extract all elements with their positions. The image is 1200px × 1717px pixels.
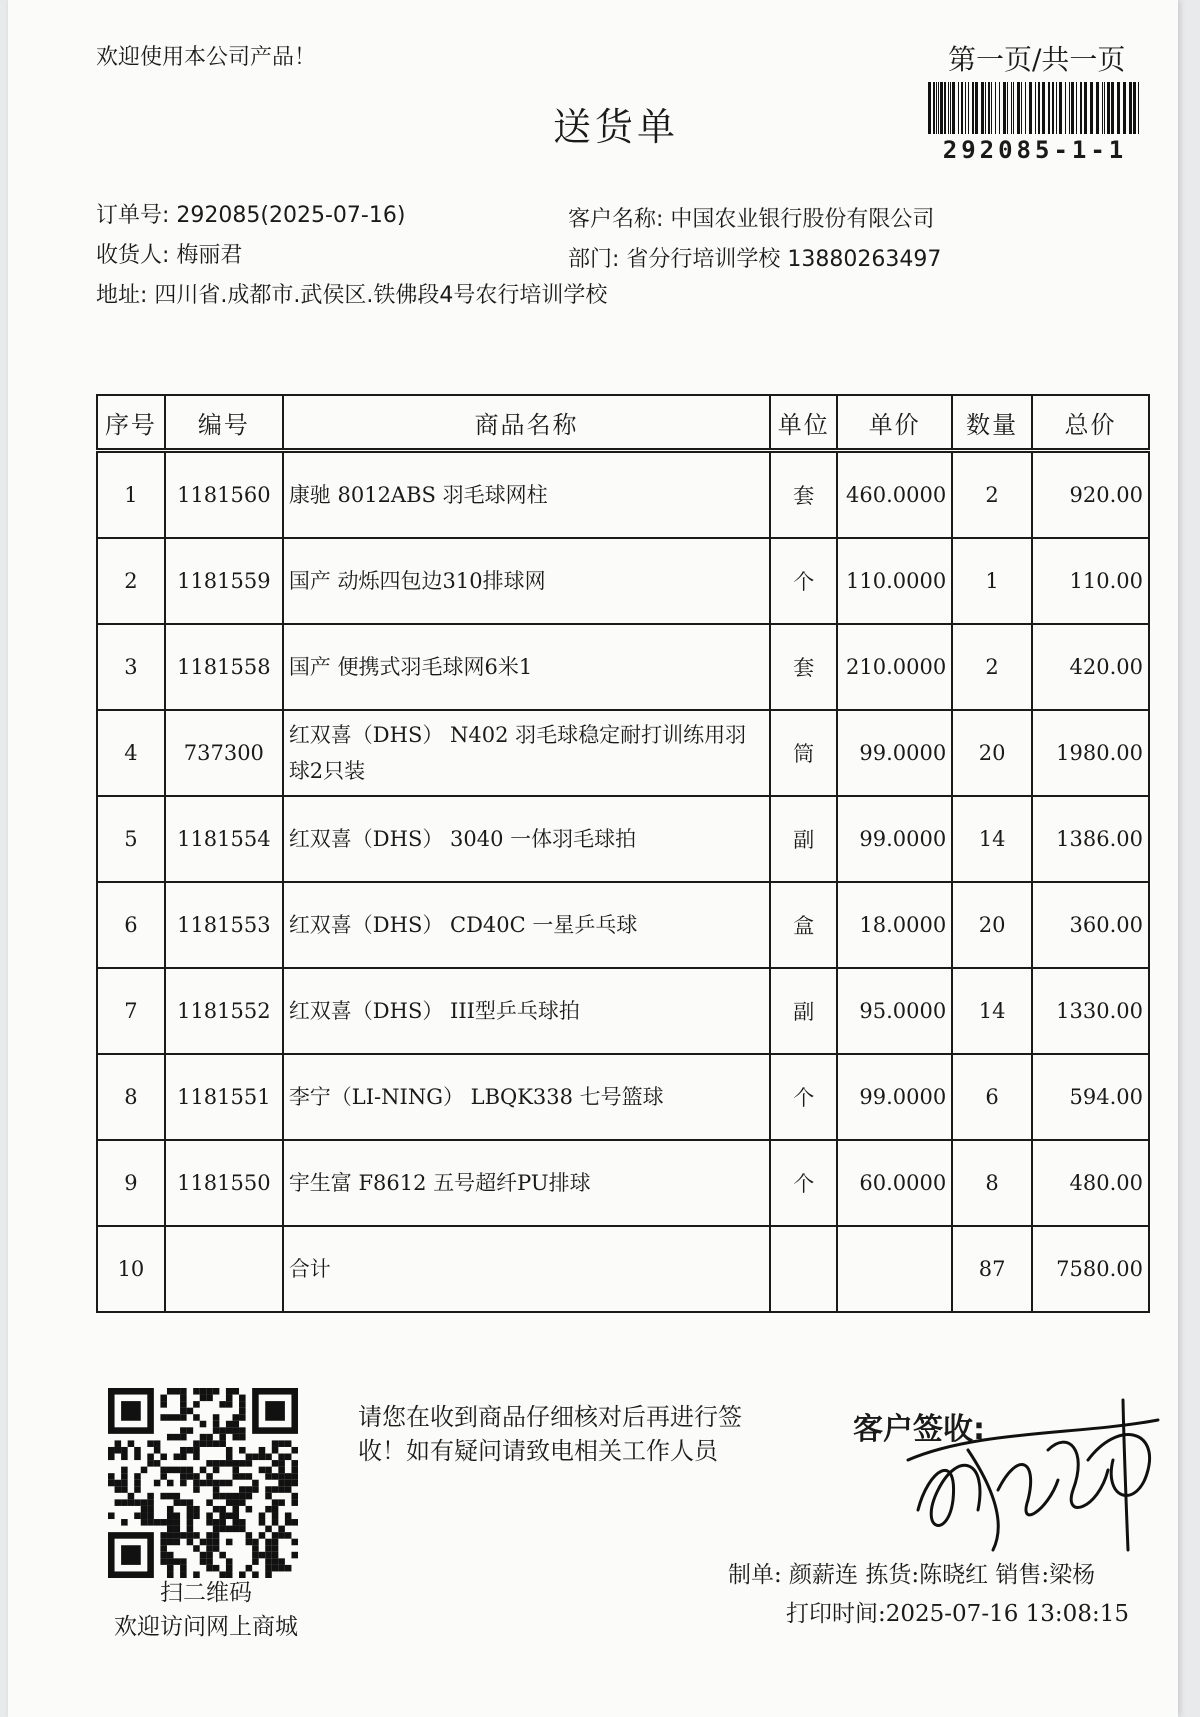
cell-product: 国产 便携式羽毛球网6米1 xyxy=(283,624,771,710)
header-seq: 序号 xyxy=(97,395,165,451)
cell-code: 1181554 xyxy=(165,796,283,882)
cell-code: 1181560 xyxy=(165,451,283,539)
cell-qty: 1 xyxy=(952,538,1032,624)
staff-line: 制单: 颜薪连 拣货:陈晓红 销售:梁杨 xyxy=(728,1562,1096,1588)
cell-price: 210.0000 xyxy=(837,624,952,710)
cell-total: 594.00 xyxy=(1032,1054,1149,1140)
cell-total: 110.00 xyxy=(1032,538,1149,624)
cell-seq: 4 xyxy=(97,710,165,796)
cell-seq: 3 xyxy=(97,624,165,710)
cell-unit: 副 xyxy=(770,796,837,882)
cell-unit: 个 xyxy=(770,1054,837,1140)
cell-total: 1980.00 xyxy=(1032,710,1149,796)
cell-qty: 20 xyxy=(952,710,1032,796)
address-value: 四川省.成都市.武侯区.铁佛段4号农行培训学校 xyxy=(154,283,608,308)
customer-value: 中国农业银行股份有限公司 xyxy=(670,207,935,232)
goods-table xyxy=(96,394,1150,1313)
cell-product: 宇生富 F8612 五号超纤PU排球 xyxy=(283,1140,771,1226)
cell-product: 红双喜（DHS） CD40C 一星乒乓球 xyxy=(283,882,771,968)
cell-seq: 5 xyxy=(97,796,165,882)
cell-seq: 9 xyxy=(97,1140,165,1226)
cell-unit: 套 xyxy=(770,624,837,710)
order-value: 292085(2025-07-16) xyxy=(176,203,406,228)
table-row xyxy=(97,796,1149,882)
cell-price: 18.0000 xyxy=(837,882,952,968)
cell-total: 360.00 xyxy=(1032,882,1149,968)
customer-sign-label: 客户签收: xyxy=(853,1412,985,1447)
table-row xyxy=(97,710,1149,796)
table-row xyxy=(97,1140,1149,1226)
cell-price: 95.0000 xyxy=(837,968,952,1054)
handwritten-signature xyxy=(898,1390,1168,1560)
cell-product: 李宁（LI-NING） LBQK338 七号篮球 xyxy=(283,1054,771,1140)
cell-unit: 副 xyxy=(770,968,837,1054)
cell-code xyxy=(165,1226,283,1312)
print-time: 打印时间:2025-07-16 13:08:15 xyxy=(786,1601,1129,1627)
cell-product: 红双喜（DHS） 3040 一体羽毛球拍 xyxy=(283,796,771,882)
header-total: 总价 xyxy=(1032,395,1149,451)
cell-product: 红双喜（DHS） III型乒乓球拍 xyxy=(283,968,771,1054)
dept-info xyxy=(568,242,941,273)
delivery-note-paper xyxy=(8,0,1178,1717)
page-indicator: 第一页/共一页 xyxy=(948,43,1126,76)
table-row xyxy=(97,1226,1149,1312)
table-row xyxy=(97,882,1149,968)
page-title: 送货单 xyxy=(553,105,680,149)
cell-qty: 8 xyxy=(952,1140,1032,1226)
cell-total: 420.00 xyxy=(1032,624,1149,710)
cell-code: 737300 xyxy=(165,710,283,796)
cell-price: 99.0000 xyxy=(837,796,952,882)
cell-code: 1181550 xyxy=(165,1140,283,1226)
cell-code: 1181558 xyxy=(165,624,283,710)
address-info xyxy=(96,278,607,309)
cell-qty: 6 xyxy=(952,1054,1032,1140)
table-header-row xyxy=(97,395,1149,451)
check-notice: 请您在收到商品仔细核对后再进行签收！如有疑问请致电相关工作人员 xyxy=(358,1403,742,1465)
table-row xyxy=(97,1054,1149,1140)
cell-product: 红双喜（DHS） N402 羽毛球稳定耐打训练用羽球2只装 xyxy=(283,710,771,796)
cell-total: 1330.00 xyxy=(1032,968,1149,1054)
cell-seq: 6 xyxy=(97,882,165,968)
welcome-text: 欢迎使用本公司产品！ xyxy=(96,45,317,70)
table-row xyxy=(97,451,1149,539)
cell-code: 1181553 xyxy=(165,882,283,968)
header-qty: 数量 xyxy=(952,395,1032,451)
cell-code: 1181552 xyxy=(165,968,283,1054)
cell-total: 480.00 xyxy=(1032,1140,1149,1226)
table-row xyxy=(97,538,1149,624)
qr-caption-line1: 扫二维码 xyxy=(160,1580,252,1606)
qr-code-icon xyxy=(108,1388,298,1578)
cell-qty: 14 xyxy=(952,796,1032,882)
cell-qty: 87 xyxy=(952,1226,1032,1312)
cell-price: 99.0000 xyxy=(837,710,952,796)
cell-unit xyxy=(770,1226,837,1312)
cell-qty: 20 xyxy=(952,882,1032,968)
cell-price: 460.0000 xyxy=(837,451,952,539)
cell-price: 60.0000 xyxy=(837,1140,952,1226)
cell-seq: 7 xyxy=(97,968,165,1054)
order-label: 订单号: xyxy=(96,203,170,228)
cell-price: 99.0000 xyxy=(837,1054,952,1140)
cell-code: 1181551 xyxy=(165,1054,283,1140)
receiver-info xyxy=(96,238,242,269)
receiver-value: 梅丽君 xyxy=(176,243,243,268)
cell-product: 康驰 8012ABS 羽毛球网柱 xyxy=(283,451,771,539)
cell-price: 110.0000 xyxy=(837,538,952,624)
cell-total: 1386.00 xyxy=(1032,796,1149,882)
header-code: 编号 xyxy=(165,395,283,451)
cell-qty: 2 xyxy=(952,451,1032,539)
cell-unit: 套 xyxy=(770,451,837,539)
cell-unit: 盒 xyxy=(770,882,837,968)
header-unit: 单位 xyxy=(770,395,837,451)
cell-unit: 个 xyxy=(770,538,837,624)
cell-seq: 2 xyxy=(97,538,165,624)
cell-qty: 2 xyxy=(952,624,1032,710)
table-row xyxy=(97,624,1149,710)
cell-qty: 14 xyxy=(952,968,1032,1054)
cell-product: 国产 动烁四包边310排球网 xyxy=(283,538,771,624)
cell-price xyxy=(837,1226,952,1312)
header-price: 单价 xyxy=(837,395,952,451)
cell-seq: 1 xyxy=(97,451,165,539)
cell-code: 1181559 xyxy=(165,538,283,624)
cell-seq: 8 xyxy=(97,1054,165,1140)
customer-info xyxy=(568,202,934,233)
cell-unit: 个 xyxy=(770,1140,837,1226)
cell-total: 920.00 xyxy=(1032,451,1149,539)
customer-label: 客户名称: xyxy=(568,207,664,232)
address-label: 地址: xyxy=(96,283,148,308)
qr-caption xyxy=(96,1576,316,1644)
cell-unit: 筒 xyxy=(770,710,837,796)
header-product: 商品名称 xyxy=(283,395,771,451)
receiver-label: 收货人: xyxy=(96,243,170,268)
barcode-icon xyxy=(926,82,1144,134)
cell-total: 7580.00 xyxy=(1032,1226,1149,1312)
table-row xyxy=(97,968,1149,1054)
order-info xyxy=(96,198,405,229)
dept-value: 省分行培训学校 13880263497 xyxy=(626,247,942,272)
dept-label: 部门: xyxy=(568,247,620,272)
cell-seq: 10 xyxy=(97,1226,165,1312)
qr-caption-line2: 欢迎访问网上商城 xyxy=(114,1614,298,1640)
cell-product: 合计 xyxy=(283,1226,771,1312)
barcode-number: 292085-1-1 xyxy=(942,136,1128,164)
